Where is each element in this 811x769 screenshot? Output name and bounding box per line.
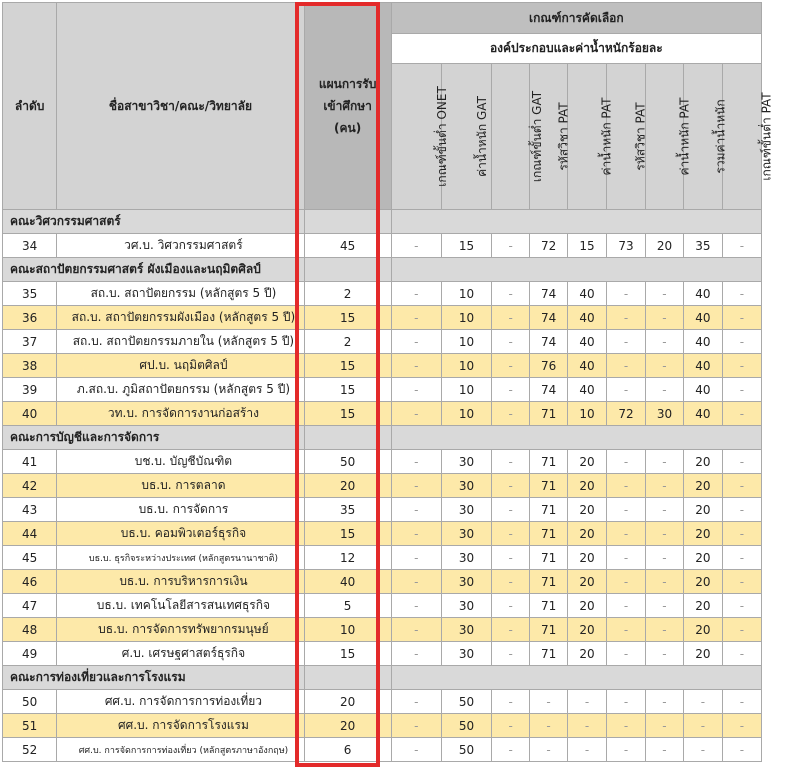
section-title: คณะการบัญชีและการจัดการ [3,426,305,450]
table-row [3,354,762,378]
row-value: - [492,474,530,498]
row-value: 10 [568,402,607,426]
row-value: - [722,690,761,714]
row-value: - [683,738,722,762]
table-row [3,690,762,714]
row-no: 44 [3,522,57,546]
header-col-3 [492,64,545,210]
row-value: - [607,642,646,666]
row-value: - [646,738,684,762]
row-value: - [530,690,568,714]
header-col-label: เกณฑ์ขั้นต่ำ GAT [530,90,545,183]
section-title: คณะวิศวกรรมศาสตร์ [3,210,305,234]
row-value: 71 [530,546,568,570]
row-plan: 15 [304,306,391,330]
row-value: - [391,450,441,474]
row-program-name: ศศ.บ. การจัดการโรงแรม [57,714,304,738]
row-value: - [722,330,761,354]
row-value: - [646,642,684,666]
header-col-label: เกณฑ์ขั้นต่ำ ONET [434,86,449,187]
row-value: 71 [530,570,568,594]
row-value: - [646,546,684,570]
row-value: - [530,738,568,762]
row-value: 10 [441,306,491,330]
row-value: 10 [441,354,491,378]
row-no: 49 [3,642,57,666]
row-plan: 2 [304,330,391,354]
row-plan: 12 [304,546,391,570]
admission-criteria-table [2,2,774,762]
table-row [3,234,762,258]
section-fill [391,426,761,450]
row-value: 30 [441,594,491,618]
section-row [3,426,762,450]
section-fill [391,258,761,282]
row-value: 20 [683,642,722,666]
row-value: - [722,546,761,570]
row-plan: 15 [304,354,391,378]
row-value: 40 [568,282,607,306]
row-value: 74 [530,282,568,306]
section-row [3,210,762,234]
row-value: 20 [683,546,722,570]
row-no: 34 [3,234,57,258]
row-value: - [646,474,684,498]
section-plan-cell [304,210,391,234]
row-value: - [391,402,441,426]
row-value: - [722,282,761,306]
row-value: 20 [568,594,607,618]
row-value: - [646,450,684,474]
row-value: - [568,690,607,714]
table-row [3,570,762,594]
row-value: - [607,738,646,762]
row-value: 30 [646,402,684,426]
row-value: 20 [568,570,607,594]
section-row [3,666,762,690]
row-plan: 20 [304,474,391,498]
row-value: 71 [530,450,568,474]
row-plan: 15 [304,402,391,426]
table-row [3,402,762,426]
row-value: - [646,498,684,522]
row-value: 30 [441,642,491,666]
row-value: 74 [530,330,568,354]
row-value: 10 [441,330,491,354]
row-value: - [391,690,441,714]
row-value: - [492,354,530,378]
row-value: - [722,570,761,594]
row-value: - [722,354,761,378]
row-no: 45 [3,546,57,570]
row-value: - [391,378,441,402]
row-value: - [492,618,530,642]
row-value: - [722,234,761,258]
row-no: 50 [3,690,57,714]
row-value: 40 [683,402,722,426]
row-plan: 15 [304,522,391,546]
row-value: - [722,498,761,522]
row-value: 10 [441,282,491,306]
row-value: - [492,714,530,738]
row-value: - [722,378,761,402]
table-row [3,474,762,498]
row-value: 20 [683,450,722,474]
row-plan: 50 [304,450,391,474]
row-value: 10 [441,402,491,426]
row-value: 40 [683,354,722,378]
row-value: - [492,594,530,618]
row-value: - [683,690,722,714]
row-value: 72 [530,234,568,258]
row-program-name: วศ.บ. วิศวกรรมศาสตร์ [57,234,304,258]
row-value: 71 [530,474,568,498]
row-program-name: บธ.บ. การจัดการ [57,498,304,522]
table-row [3,378,762,402]
row-value: 15 [568,234,607,258]
row-value: - [391,570,441,594]
row-value: - [391,594,441,618]
row-program-name: ศศ.บ. การจัดการการท่องเที่ยว (หลักสูตรภาษาอังกฤษ) [57,738,304,762]
row-value: 20 [568,450,607,474]
row-program-name: บธ.บ. การบริหารการเงิน [57,570,304,594]
row-program-name: บธ.บ. เทคโนโลยีสารสนเทศธุรกิจ [57,594,304,618]
row-value: - [607,450,646,474]
row-value: 20 [568,546,607,570]
row-value: - [492,546,530,570]
row-value: - [646,306,684,330]
row-value: - [646,522,684,546]
header-col-label: รหัสวิชา PAT [556,102,571,171]
row-value: - [607,474,646,498]
section-title: คณะการท่องเที่ยวและการโรงแรม [3,666,305,690]
row-no: 43 [3,498,57,522]
row-value: 71 [530,402,568,426]
row-value: 20 [683,474,722,498]
section-plan-cell [304,258,391,282]
row-value: 50 [441,714,491,738]
row-value: - [683,714,722,738]
row-value: 71 [530,498,568,522]
row-value: - [607,330,646,354]
row-value: 40 [683,330,722,354]
header-plan-line1: แผนการรับ [318,77,377,91]
row-value: - [391,474,441,498]
row-plan: 20 [304,690,391,714]
row-value: - [722,450,761,474]
row-program-name: บธ.บ. คอมพิวเตอร์ธุรกิจ [57,522,304,546]
row-value: 20 [568,618,607,642]
row-value: - [646,282,684,306]
row-plan: 10 [304,618,391,642]
row-value: - [391,498,441,522]
row-program-name: ศ.บ. เศรษฐศาสตร์ธุรกิจ [57,642,304,666]
row-value: - [492,234,530,258]
row-plan: 40 [304,570,391,594]
row-value: - [607,354,646,378]
row-value: 35 [683,234,722,258]
row-value: 40 [568,378,607,402]
section-plan-cell [304,666,391,690]
row-program-name: สถ.บ. สถาปัตยกรรมภายใน (หลักสูตร 5 ปี) [57,330,304,354]
row-program-name: บธ.บ. การจัดการทรัพยากรมนุษย์ [57,618,304,642]
header-components: องค์ประกอบและค่าน้ำหนักร้อยละ [391,34,761,64]
row-value: 71 [530,618,568,642]
row-value: 20 [683,570,722,594]
row-value: - [646,618,684,642]
row-plan: 20 [304,714,391,738]
row-value: 40 [568,354,607,378]
row-program-name: วท.บ. การจัดการงานก่อสร้าง [57,402,304,426]
row-value: - [722,738,761,762]
row-value: 20 [568,522,607,546]
row-value: - [492,450,530,474]
row-value: 71 [530,594,568,618]
row-value: 30 [441,522,491,546]
row-no: 47 [3,594,57,618]
row-value: - [607,714,646,738]
row-value: 20 [646,234,684,258]
row-value: - [391,546,441,570]
row-value: - [492,498,530,522]
row-plan: 45 [304,234,391,258]
header-plan-line3: (คน) [334,121,362,135]
table-row [3,618,762,642]
row-value: 30 [441,498,491,522]
row-value: - [607,618,646,642]
row-value: 40 [683,378,722,402]
row-no: 37 [3,330,57,354]
row-plan: 5 [304,594,391,618]
header-col-label: รวมค่าน้ำหนัก [713,99,728,174]
row-value: - [492,378,530,402]
table-row [3,738,762,762]
row-value: 20 [568,642,607,666]
row-value: - [492,738,530,762]
row-value: - [646,570,684,594]
header-criteria: เกณฑ์การคัดเลือก [391,3,761,34]
row-value: - [607,546,646,570]
row-value: - [492,330,530,354]
row-no: 46 [3,570,57,594]
table-row [3,546,762,570]
row-value: - [646,378,684,402]
row-value: 76 [530,354,568,378]
row-value: 40 [683,282,722,306]
row-value: 10 [441,378,491,402]
row-value: - [391,738,441,762]
row-program-name: ศป.บ. นฤมิตศิลป์ [57,354,304,378]
row-program-name: บธ.บ. ธุรกิจระหว่างประเทศ (หลักสูตรนานาชาติ) [57,546,304,570]
row-value: 50 [441,738,491,762]
row-value: - [568,738,607,762]
row-no: 51 [3,714,57,738]
row-value: - [607,570,646,594]
row-value: - [530,714,568,738]
row-value: 74 [530,306,568,330]
row-plan: 35 [304,498,391,522]
row-value: - [607,594,646,618]
row-value: - [492,306,530,330]
row-program-name: ศศ.บ. การจัดการการท่องเที่ยว [57,690,304,714]
row-value: - [722,618,761,642]
row-value: - [607,306,646,330]
header-col-label: ค่าน้ำหนัก GAT [474,96,489,177]
row-plan: 15 [304,642,391,666]
row-value: - [722,522,761,546]
row-program-name: บช.บ. บัญชีบัณฑิต [57,450,304,474]
row-plan: 15 [304,378,391,402]
row-value: 30 [441,450,491,474]
table-row [3,282,762,306]
row-value: 20 [568,474,607,498]
row-value: - [607,690,646,714]
header-no: ลำดับ [3,3,57,210]
row-value: 71 [530,642,568,666]
row-value: - [646,690,684,714]
row-value: 40 [568,306,607,330]
row-value: 20 [683,618,722,642]
row-value: - [607,378,646,402]
row-program-name: บธ.บ. การตลาด [57,474,304,498]
row-program-name: ภ.สถ.บ. ภูมิสถาปัตยกรรม (หลักสูตร 5 ปี) [57,378,304,402]
row-value: - [607,498,646,522]
header-col-label: รหัสวิชา PAT [633,102,648,171]
row-value: - [492,402,530,426]
row-value: - [492,570,530,594]
row-value: 30 [441,546,491,570]
row-value: - [722,402,761,426]
row-value: - [492,642,530,666]
row-value: 74 [530,378,568,402]
row-value: 15 [441,234,491,258]
row-value: - [492,522,530,546]
header-col-label: ค่าน้ำหนัก PAT [599,97,614,176]
row-value: - [391,618,441,642]
row-value: - [722,714,761,738]
row-no: 38 [3,354,57,378]
section-row [3,258,762,282]
row-value: - [722,594,761,618]
row-no: 52 [3,738,57,762]
table-row [3,714,762,738]
row-value: - [391,234,441,258]
header-name: ชื่อสาขาวิชา/คณะ/วิทยาลัย [57,3,304,210]
table-row [3,330,762,354]
row-value: - [391,642,441,666]
row-value: - [492,282,530,306]
row-plan: 6 [304,738,391,762]
header-col-label: เกณฑ์ขั้นต่ำ PAT [759,92,774,181]
section-fill [391,210,761,234]
row-value: - [391,522,441,546]
row-value: - [568,714,607,738]
row-value: 20 [683,594,722,618]
table-row [3,450,762,474]
row-value: - [646,594,684,618]
row-plan: 2 [304,282,391,306]
header-col-label: ค่าน้ำหนัก PAT [677,97,692,176]
row-program-name: สถ.บ. สถาปัตยกรรมผังเมือง (หลักสูตร 5 ปี) [57,306,304,330]
row-no: 41 [3,450,57,474]
row-value: - [646,354,684,378]
row-value: 20 [683,498,722,522]
table-row [3,498,762,522]
row-no: 40 [3,402,57,426]
row-value: 30 [441,570,491,594]
row-value: - [391,354,441,378]
row-value: 30 [441,618,491,642]
row-no: 36 [3,306,57,330]
section-title: คณะสถาปัตยกรรมศาสตร์ ผังเมืองและนฤมิตศิลป์ [3,258,305,282]
row-value: - [391,330,441,354]
row-value: - [646,330,684,354]
row-value: 73 [607,234,646,258]
row-value: 40 [568,330,607,354]
row-value: 50 [441,690,491,714]
row-program-name: สถ.บ. สถาปัตยกรรม (หลักสูตร 5 ปี) [57,282,304,306]
row-value: 72 [607,402,646,426]
row-value: 30 [441,474,491,498]
table-row [3,594,762,618]
row-value: 20 [683,522,722,546]
row-value: - [391,714,441,738]
row-value: 71 [530,522,568,546]
table-row [3,642,762,666]
header-plan-line2: เข้าศึกษา [323,99,372,113]
row-value: - [722,642,761,666]
row-value: - [391,306,441,330]
section-fill [391,666,761,690]
row-value: - [722,474,761,498]
row-no: 42 [3,474,57,498]
row-value: 40 [683,306,722,330]
row-no: 48 [3,618,57,642]
table-row [3,522,762,546]
row-value: - [607,522,646,546]
row-value: - [492,690,530,714]
header-col-1 [391,64,449,210]
table-row [3,306,762,330]
header-col-7 [646,64,692,210]
row-no: 39 [3,378,57,402]
header-plan [304,3,391,210]
section-plan-cell [304,426,391,450]
row-value: - [391,282,441,306]
row-value: - [646,714,684,738]
row-value: 20 [568,498,607,522]
row-no: 35 [3,282,57,306]
row-value: - [722,306,761,330]
row-value: - [607,282,646,306]
